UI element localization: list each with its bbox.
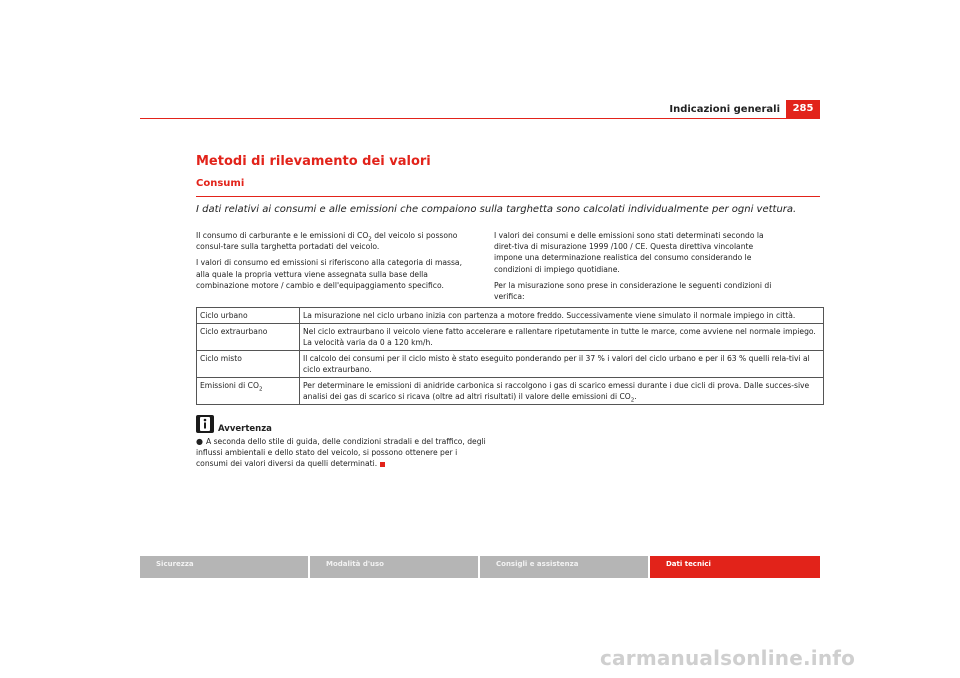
subsection-divider bbox=[196, 196, 820, 197]
right-column bbox=[494, 230, 774, 307]
table-cell-label: Ciclo urbano bbox=[197, 308, 300, 324]
right-paragraph-2: Per la misurazione sono prese in considerazione le seguenti condizioni di verifica: bbox=[494, 280, 772, 302]
table-row bbox=[197, 308, 824, 324]
bullet-icon: ● bbox=[196, 437, 203, 446]
table-cell-label: Ciclo extraurbano bbox=[197, 324, 300, 351]
left-column bbox=[196, 230, 476, 296]
warning-body bbox=[196, 436, 486, 470]
subsection-title: Consumi bbox=[196, 178, 245, 189]
warning-title: Avvertenza bbox=[218, 424, 272, 434]
table-cell-text: Nel ciclo extraurbano il veicolo viene fatto accelerare e rallentare ripetutamente in tutte le marce, come avviene nel normale impiego. La velocità varia da 0 a 120 km/h. bbox=[300, 324, 824, 351]
table-cell-label: Emissioni di $CO_2$ bbox=[197, 378, 300, 405]
lead-paragraph: I dati relativi ai consumi e alle emissioni che compaiono sulla targhetta sono calcolati individualmente per ogni vettura. bbox=[196, 204, 797, 215]
left-paragraph-2: I valori di consumo ed emissioni si riferiscono alla categoria di massa, alla quale la propria vettura viene assegnata sulla base della combinazione motore / cambio e dell'equipaggiamento specifico. bbox=[196, 258, 462, 290]
footer-tab-consigli-assistenza[interactable]: Consigli e assistenza bbox=[480, 556, 648, 578]
table-cell-text: La misurazione nel ciclo urbano inizia con partenza a motore freddo. Successivamente viene simulato il normale impiego in città. bbox=[300, 308, 824, 324]
right-paragraph-1: I valori dei consumi e delle emissioni sono stati determinati secondo la diret-tiva di misurazione 1999 /100 / CE. Questa direttiva vincolante impone una determinazione realistica del consumo considerando le condizioni di impiego quotidiane. bbox=[494, 231, 764, 274]
section-title: Metodi di rilevamento dei valori bbox=[196, 154, 431, 169]
end-of-section-icon bbox=[380, 462, 385, 467]
table-cell-text: Il calcolo dei consumi per il ciclo misto è stato eseguito ponderando per il 37 % i valori del ciclo urbano e per il 63 % quelli rela-tivi al ciclo extraurbano. bbox=[300, 351, 824, 378]
header-divider bbox=[140, 118, 820, 119]
table-row bbox=[197, 324, 824, 351]
watermark: carmanualsonline.info bbox=[600, 646, 856, 670]
footer-tab-sicurezza[interactable]: Sicurezza bbox=[140, 556, 308, 578]
running-header-title: Indicazioni generali bbox=[669, 104, 780, 115]
table-row bbox=[197, 351, 824, 378]
left-paragraph-1: Il consumo di carburante e le emissioni di $CO_2$ del veicolo si possono consul-tare sulla targhetta portadati del veicolo. bbox=[196, 231, 458, 252]
info-note-icon bbox=[196, 415, 214, 433]
table-row bbox=[197, 378, 824, 405]
table-cell-text: Per determinare le emissioni di anidride carbonica si raccolgono i gas di scarico emessi durante i due cicli di prova. Dalle succes-sive analisi dei gas di scarico si ricava (oltre ad altri risultati) il valore delle emissioni di $CO_2$. bbox=[300, 378, 824, 405]
table-cell-label: Ciclo misto bbox=[197, 351, 300, 378]
footer-tab-modalita-uso[interactable]: Modalità d'uso bbox=[310, 556, 478, 578]
footer-tab-dati-tecnici[interactable]: Dati tecnici bbox=[650, 556, 820, 578]
test-cycles-table bbox=[196, 307, 824, 405]
warning-text: A seconda dello stile di guida, delle condizioni stradali e del traffico, degli influssi ambientali e dello stato del veicolo, si possono ottenere per i consumi dei valori diversi da quelli determinati. bbox=[196, 437, 486, 469]
page-number-badge: 285 bbox=[786, 100, 820, 118]
